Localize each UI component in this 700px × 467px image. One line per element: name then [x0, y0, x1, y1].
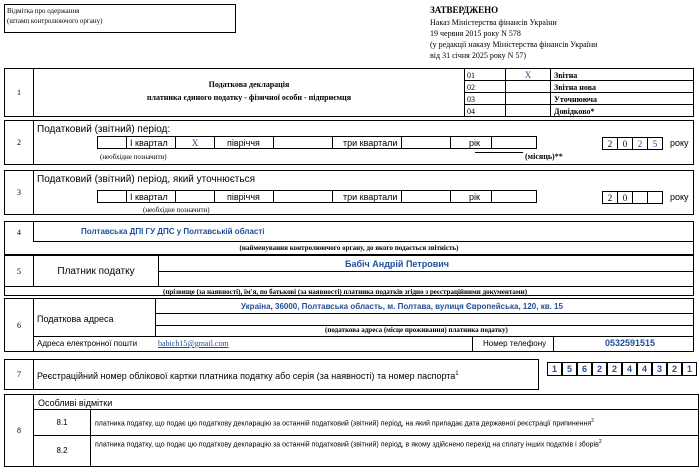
- mark-8-2-footnote: 2: [598, 439, 602, 445]
- mark-8-1-footnote: 2: [591, 418, 594, 424]
- corrected-q1-label: І квартал: [126, 190, 176, 203]
- section-4: [4, 221, 694, 255]
- period-note: (необхідне позначити): [100, 153, 167, 161]
- tax-id-digit[interactable]: 3: [652, 362, 667, 376]
- tax-id-digit[interactable]: 1: [547, 362, 562, 376]
- year-word: року: [670, 138, 689, 148]
- approval-line-3: (у редакції наказу Міністерства фінансів України: [430, 40, 598, 49]
- section-8: [4, 394, 699, 467]
- corrected-year-checkbox[interactable]: [491, 190, 537, 203]
- corrected-year-word: року: [670, 192, 689, 202]
- approval-line-1: Наказ Міністерства фінансів України: [430, 18, 557, 27]
- corrected-year-digit[interactable]: 2: [602, 191, 618, 204]
- section-7-number: 7: [5, 360, 34, 389]
- year-digit-boxes: [602, 137, 666, 150]
- year-digit[interactable]: 2: [632, 137, 648, 150]
- declaration-title-line-2: платника єдиного податку - фізичної особи - підприємця: [146, 93, 352, 102]
- section-5-number: 5: [5, 256, 34, 286]
- year-digit[interactable]: 2: [602, 137, 618, 150]
- tax-id-digit[interactable]: 2: [667, 362, 682, 376]
- email-row-line: [34, 336, 693, 337]
- section-3-number: 3: [5, 171, 34, 214]
- taxpayer-name[interactable]: Бабіч Андрій Петрович: [345, 259, 449, 269]
- period-spacer-cell: [97, 136, 127, 149]
- taxpayer-underline: [159, 271, 693, 272]
- type-label-01: Звітна: [550, 68, 694, 81]
- corrected-year-digit[interactable]: 0: [617, 191, 633, 204]
- corrected-year-digit-boxes: [602, 191, 666, 204]
- corrected-q3-label: три квартали: [332, 190, 402, 203]
- year-digit[interactable]: 0: [617, 137, 633, 150]
- tax-id-digit[interactable]: 2: [592, 362, 607, 376]
- email-value[interactable]: babich15@gmail.com: [158, 339, 229, 348]
- section-7: [4, 359, 539, 390]
- corrected-year-digit[interactable]: [632, 191, 648, 204]
- year-digit[interactable]: 5: [647, 137, 663, 150]
- section-2: [4, 120, 694, 165]
- address-divider: [155, 299, 156, 337]
- section-3: [4, 170, 694, 215]
- mark-8-2-text: [95, 440, 602, 448]
- tax-id-label: [37, 371, 459, 381]
- taxpayer-caption: (прізвище (за наявності), ім'я, по батькові (за наявності) платника податків згідно з реєстраційними документами): [163, 288, 528, 296]
- corrected-year-label: рік: [450, 190, 492, 203]
- mark-row-divider: [34, 435, 698, 436]
- type-code-04: 04: [464, 104, 506, 117]
- declaration-type-table: [464, 68, 694, 117]
- tax-id-digit-boxes: [547, 362, 697, 376]
- corrected-checkbox-row: [97, 190, 537, 203]
- mark-8-1-number: 8.1: [34, 409, 91, 435]
- period-half-label: півріччя: [214, 136, 274, 149]
- corrected-q1-checkbox[interactable]: [175, 190, 215, 203]
- type-label-02: Звітна нова: [550, 80, 694, 93]
- tax-id-digit[interactable]: 4: [622, 362, 637, 376]
- type-code-01: 01: [464, 68, 506, 81]
- period-year-label: рік: [450, 136, 492, 149]
- month-caption: (місяць)**: [525, 152, 563, 161]
- mark-8-2-number: 8.2: [34, 435, 91, 466]
- address-underline: [155, 313, 693, 314]
- corrected-note: (необхідне позначити): [143, 206, 210, 214]
- approval-block: [430, 6, 695, 66]
- address-label: Податкова адреса: [37, 314, 114, 324]
- type-code-03: 03: [464, 92, 506, 105]
- month-underline: [475, 152, 523, 153]
- section-1-number: 1: [4, 68, 34, 117]
- type-code-02: 02: [464, 80, 506, 93]
- special-marks-title-line: [34, 409, 698, 410]
- reporting-period-label: Податковий (звітний) період:: [37, 124, 171, 135]
- address-value[interactable]: Україна, 36000, Полтавська область, м. Полтава, вулиця Європейська, 120, кв. 15: [241, 302, 563, 311]
- type-label-03: Уточнююча: [550, 92, 694, 105]
- mark-8-1-text: [95, 419, 594, 427]
- email-phone-divider-1: [472, 336, 473, 351]
- taxpayer-label: Платник податку: [34, 256, 159, 286]
- period-half-checkbox[interactable]: [273, 136, 333, 149]
- tax-id-digit[interactable]: 2: [607, 362, 622, 376]
- corrected-q3-checkbox[interactable]: [401, 190, 451, 203]
- tax-office-underline: [34, 241, 693, 242]
- declaration-title-line-1: Податкова декларація: [208, 80, 290, 89]
- tax-office-caption: (найменування контролюючого органу, до якого подається звітність): [239, 244, 459, 252]
- special-marks-title: Особливі відмітки: [38, 398, 113, 408]
- tax-id-digit[interactable]: 6: [577, 362, 592, 376]
- type-label-04: Довідково*: [550, 104, 694, 117]
- email-phone-divider-2: [553, 336, 554, 351]
- tax-office-name[interactable]: Полтавська ДПІ ГУ ДПС у Полтавській області: [81, 227, 265, 236]
- corrected-year-digit[interactable]: [647, 191, 663, 204]
- section-5: [4, 255, 694, 296]
- section-8-number: 8: [5, 395, 34, 466]
- corrected-half-label: півріччя: [214, 190, 274, 203]
- type-mark-01[interactable]: X: [505, 68, 551, 81]
- approval-line-4: від 31 січня 2025 року N 57): [430, 51, 527, 60]
- section-1: [4, 68, 694, 117]
- approval-title: ЗАТВЕРДЖЕНО: [430, 5, 499, 15]
- section-4-number: 4: [5, 222, 34, 242]
- period-q3-label: три квартали: [332, 136, 402, 149]
- corrected-half-checkbox[interactable]: [273, 190, 333, 203]
- declaration-title-cell: [33, 68, 465, 117]
- approval-line-2: 19 червня 2015 року N 578: [430, 29, 521, 38]
- period-checkbox-row: [97, 136, 537, 149]
- tax-id-digit[interactable]: 4: [637, 362, 652, 376]
- mark-8-1-text-body: платника податку, що подає цю податкову декларацію за останній податковий (звітний) період, на який припадає дата державної реєстрації припинення: [95, 420, 592, 428]
- stamp-line-1: Відмітка про одержання: [7, 7, 80, 15]
- period-q1-checkbox[interactable]: X: [175, 136, 215, 149]
- taxpayer-bottom-line: [5, 286, 693, 287]
- period-q3-checkbox[interactable]: [401, 136, 451, 149]
- phone-label: Номер телефону: [483, 339, 547, 348]
- tax-id-label-text: Реєстраційний номер облікової картки платника податку або серія (за наявності) та номер паспорта: [37, 371, 456, 381]
- phone-value[interactable]: 0532591515: [605, 338, 656, 348]
- email-label: Адреса електронної пошти: [37, 339, 138, 348]
- mark-8-2-text-body: платника податку, що подає цю податкову декларацію за останній податковий (звітний) період, в якому здійснено перехід на сплату інших податків і зборів: [95, 441, 599, 449]
- section-2-number: 2: [5, 121, 34, 164]
- stamp-line-2: (штамп контролюючого органу): [7, 17, 103, 25]
- corrected-spacer-cell: [97, 190, 127, 203]
- period-year-checkbox[interactable]: [491, 136, 537, 149]
- corrected-period-label: Податковий (звітний) період, який уточнюється: [37, 174, 256, 185]
- section-6-number: 6: [5, 299, 34, 351]
- type-mark-04[interactable]: [505, 104, 551, 117]
- period-q1-label: І квартал: [126, 136, 176, 149]
- tax-id-digit[interactable]: 5: [562, 362, 577, 376]
- receipt-stamp-box: [4, 4, 236, 33]
- tax-id-footnote: 1: [455, 371, 459, 377]
- section-6: [4, 298, 694, 352]
- tax-id-digit[interactable]: 1: [682, 362, 697, 376]
- address-caption: (податкова адреса (місце проживання) платника податку): [325, 326, 508, 334]
